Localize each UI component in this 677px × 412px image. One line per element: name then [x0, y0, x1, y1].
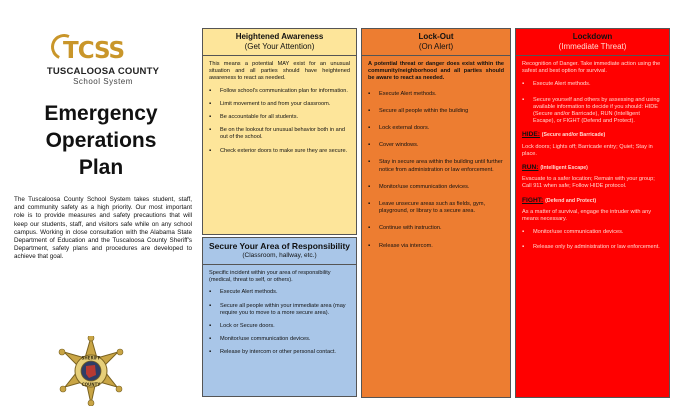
secure-subtitle: (Classroom, hallway, etc.): [242, 252, 317, 259]
secure-list: [209, 289, 350, 356]
hide-heading: [522, 131, 663, 139]
heightened-title: Heightened Awareness: [235, 32, 324, 41]
list-item: ▪ Stay in secure area within the building until further notice from administration or law enforcement.: [368, 159, 504, 173]
list-item: ▪ Monitor/use communication devices.: [368, 184, 504, 191]
list-item: ▪ Be accountable for all students.: [209, 114, 350, 121]
list-item: ▪ Check exterior doors to make sure they are secure.: [209, 148, 350, 155]
fight-text: As a matter of survival, engage the intruder with any means necessary.: [522, 208, 652, 223]
list-item: ▪ Be on the lookout for unusual behavior both in and out of the school.: [209, 127, 350, 141]
secure-intro: Specific incident within your area of responsibility (medical, threat to self, or others).: [209, 270, 331, 284]
lockout-title: Lock-Out: [418, 32, 454, 41]
lockdown-panel: [515, 28, 670, 398]
lockdown-list: [522, 81, 663, 125]
list-item: ▪ Limit movement to and from your classroom.: [209, 101, 350, 108]
heightened-intro: This means a potential MAY exist for an unusual situation and all parties should have heightened awareness to react as needed.: [209, 61, 350, 82]
secure-area-panel: [202, 237, 357, 397]
sheriff-badge-icon: [58, 336, 124, 406]
list-item: ▪ Release only by administration or law enforcement.: [522, 244, 663, 251]
tcss-logo: [18, 34, 188, 92]
lockout-intro: A potential threat or danger does exist within the community/neighborhood and all parties should be aware to react as needed.: [368, 61, 504, 82]
title-line-2: Operations: [45, 129, 157, 152]
list-item: ▪ Execute Alert methods.: [522, 81, 663, 88]
lockdown-title: Lockdown: [572, 32, 613, 41]
list-item: ▪ Secure all people within your immediate area (may require you to move to a more secure area).: [209, 303, 350, 317]
hide-text: Lock doors; Lights off; Barricade entry; Quiet; Stay in place.: [522, 143, 653, 157]
list-item: ▪ Follow school's communication plan for information.: [209, 88, 350, 95]
left-column: [6, 34, 196, 406]
list-item: ▪ Cover windows.: [368, 142, 504, 149]
run-label: RUN:: [522, 164, 539, 172]
logo-county: TUSCALOOSA COUNTY: [46, 66, 160, 77]
heightened-subtitle: (Get Your Attention): [244, 42, 315, 51]
list-item: ▪ Lock or Secure doors.: [209, 323, 350, 330]
tcss-logo-mark: [43, 34, 163, 64]
lock-out-header: [362, 29, 510, 56]
list-item: ▪ Monitor/use communication devices.: [522, 229, 663, 236]
heightened-awareness-header: [203, 29, 356, 56]
run-heading: [522, 164, 663, 172]
lockdown-body: [516, 56, 669, 252]
list-item: ▪ Release via intercom.: [368, 243, 504, 250]
fight-label: FIGHT:: [522, 196, 544, 204]
badge-bottom-text: COUNTY: [81, 382, 101, 387]
fight-heading: [522, 197, 663, 205]
run-text: Evacuate to a safer location; Remain with your group; Call 911 when safe; Follow HIDE protocol.: [522, 176, 655, 190]
title-line-1: Emergency: [44, 102, 158, 125]
lockdown-header: [516, 29, 669, 56]
list-item: ▪ Secure yourself and others by assessing and using available information to decide if you should: HIDE (Secure and/or Barricade), RUN (Intelligent Escape), or FIGHT (Defend and Protect).: [522, 97, 663, 126]
lock-out-body: [362, 56, 510, 250]
logo-system: School System: [73, 77, 133, 86]
lockout-subtitle: (On Alert): [418, 42, 454, 51]
run-note: (Intelligent Escape): [540, 165, 588, 172]
list-item: ▪ Secure all people within the building: [368, 108, 504, 115]
badge-top-text: SHERIFF: [81, 355, 101, 361]
list-item: ▪ Release by intercom or other personal contact.: [209, 349, 350, 356]
list-item: ▪ Monitor/use communication devices.: [209, 336, 350, 343]
list-item: ▪ Lock external doors.: [368, 125, 504, 132]
hide-label: HIDE:: [522, 131, 540, 139]
logo-letters: TCSS: [63, 38, 125, 64]
intro-paragraph: The Tuscaloosa County School System takes student, staff, and community safety as a high priority. Our most important role is to provide measures and safety precautions that will keep our students, staff, and visitors safe while on any school campus. Working in close consultation with the Alabama State Department of Education and the Tuscaloosa County Sheriff's Department, safety plans and procedures are developed to achieve that goal.: [14, 196, 192, 261]
title-line-3: Plan: [78, 156, 124, 179]
lockdown-subtitle: (Immediate Threat): [558, 42, 627, 51]
hide-note: (Secure and/or Barricade): [541, 132, 606, 139]
list-item: ▪ Execute Alert methods.: [209, 289, 350, 296]
secure-area-header: [203, 238, 356, 265]
heightened-list: [209, 88, 350, 155]
heightened-body: [203, 56, 356, 155]
lockout-list: [368, 91, 504, 250]
page-title: [6, 100, 196, 181]
secure-body: [203, 265, 356, 357]
list-item: ▪ Continue with instruction.: [368, 225, 504, 232]
list-item: ▪ Leave unsecure areas such as fields, gym, playground, or library to a secure area.: [368, 201, 504, 215]
secure-title: Secure Your Area of Responsibility: [208, 241, 351, 251]
heightened-awareness-panel: [202, 28, 357, 235]
fight-note: (Defend and Protect): [545, 197, 597, 204]
fight-list: [522, 229, 663, 251]
list-item: ▪ Execute Alert methods.: [368, 91, 504, 98]
lock-out-panel: [361, 28, 511, 398]
lockdown-intro: Recognition of Danger. Take immediate action using the safest and best option for survival.: [522, 61, 661, 75]
